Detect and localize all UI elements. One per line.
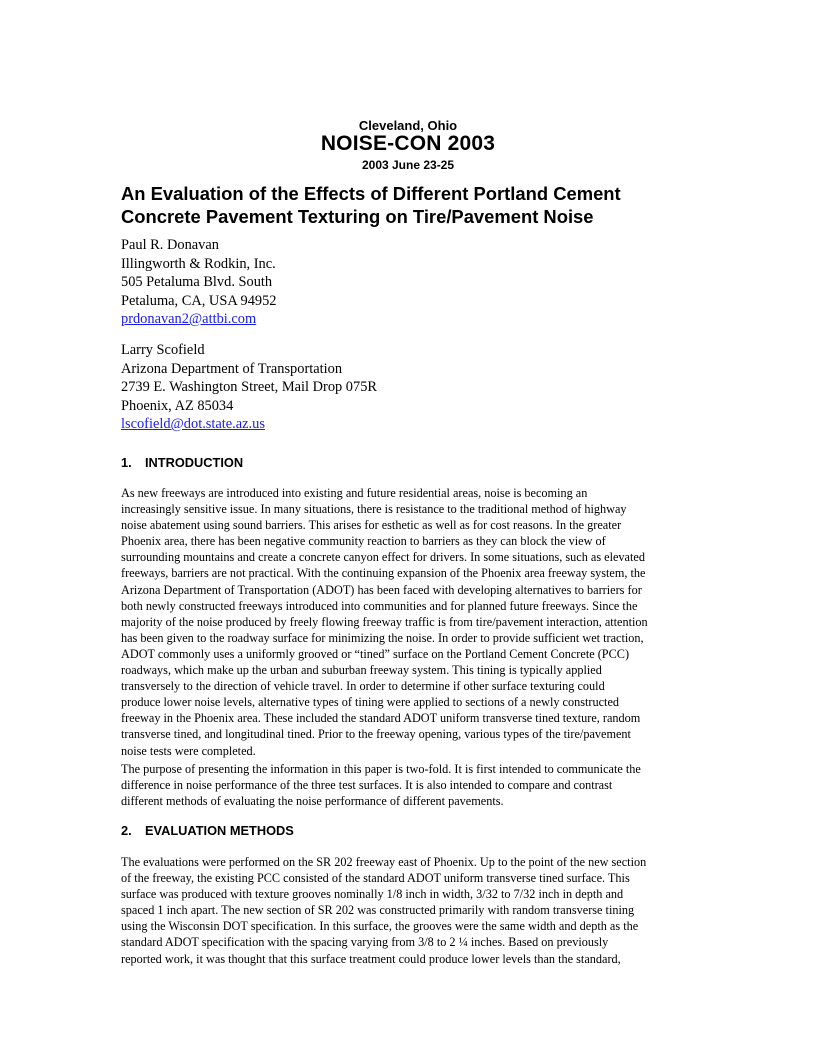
paragraph-line: majority of the noise produced by freely flowing freeway traffic is from tire/pavement interaction, attention	[121, 614, 648, 629]
paragraph-line: As new freeways are introduced into existing and future residential areas, noise is becoming an	[121, 486, 588, 500]
author-address-line: 2739 E. Washington Street, Mail Drop 075R	[121, 379, 377, 395]
section-heading-evaluation-methods	[121, 823, 294, 838]
paragraph-line: spaced 1 inch apart. The new section of SR 202 was constructed primarily with random transverse tining	[121, 903, 635, 918]
author-name: Paul R. Donavan	[121, 237, 219, 253]
paragraph-line: reported work, it was thought that this surface treatment could produce lower levels than the standard,	[121, 951, 621, 966]
author-address-line: Phoenix, AZ 85034	[121, 397, 234, 414]
paragraph-line: surface was produced with texture grooves nominally 1/8 inch in width, 3/32 to 7/32 inch in depth and	[121, 887, 624, 902]
paragraph-line: using the Wisconsin DOT specification. In this surface, the grooves were the same width and depth as the	[121, 919, 639, 934]
paragraph-line: standard ADOT specification with the spacing varying from 3/8 to 2 ¼ inches. Based on previously	[121, 935, 609, 950]
section-heading-introduction	[121, 455, 243, 470]
paragraph-line: roadways, which make up the urban and suburban freeway system. This tining is typically applied	[121, 663, 602, 678]
paragraph-line: transversely to the direction of vehicle travel. In order to determine if other surface texturing could	[121, 679, 605, 694]
paragraph-line: difference in noise performance of the three test surfaces. It is also intended to compare and contrast	[121, 778, 613, 793]
paragraph-line: different methods of evaluating the noise performance of different pavements.	[121, 794, 504, 809]
paragraph	[121, 485, 696, 759]
paragraph-line: ADOT commonly uses a uniformly grooved or “tined” surface on the Portland Cement Concrete (PCC)	[121, 646, 630, 661]
author-address-line: Petaluma, CA, USA 94952	[121, 292, 277, 309]
paper-title-line: An Evaluation of the Effects of Different Portland Cement	[121, 183, 621, 204]
author-name: Larry Scofield	[121, 342, 205, 358]
section-title: EVALUATION METHODS	[145, 823, 294, 838]
paragraph-line: The purpose of presenting the information in this paper is two-fold. It is first intended to communicate the	[121, 762, 641, 776]
conference-date: 2003 June 23-25	[361, 158, 455, 172]
paragraph-line: noise tests were completed.	[121, 743, 256, 758]
author-email-link[interactable]: lscofield@dot.state.az.us	[121, 416, 265, 432]
paragraph-line: Arizona Department of Transportation (ADOT) has been faced with developing alternatives to barriers for	[121, 582, 642, 597]
paragraph-line: produce lower noise levels, alternative types of tining were applied to sections of a newly constructed	[121, 695, 620, 710]
section-number: 2.	[121, 823, 132, 838]
paragraph-line: of the freeway, the existing PCC consisted of the standard ADOT uniform transverse tined surface. This	[121, 871, 630, 886]
paragraph-line: transverse tined, and longitudinal tined. Prior to the freeway opening, various types of the tire/pavement	[121, 727, 631, 742]
conference-name: NOISE-CON 2003	[320, 132, 496, 155]
author-organization: Illingworth & Rodkin, Inc.	[121, 255, 276, 272]
conference-location: Cleveland, Ohio	[358, 118, 458, 133]
author-block	[121, 341, 681, 434]
author-address-line: 505 Petaluma Blvd. South	[121, 274, 273, 290]
section-title: INTRODUCTION	[145, 455, 244, 470]
paragraph-line: increasingly sensitive issue. In many situations, there is resistance to the traditional method of highway	[121, 502, 627, 517]
paragraph-line: has been given to the roadway surface for minimizing the noise. In order to provide sufficient wet traction,	[121, 630, 644, 645]
section-number: 1.	[121, 455, 132, 470]
paragraph-line: noise abatement using sound barriers. This arises for esthetic as well as for cost reasons. In the greater	[121, 518, 622, 533]
paper-title-line: Concrete Pavement Texturing on Tire/Pavement Noise	[121, 206, 594, 227]
author-block	[121, 236, 681, 329]
paragraph	[121, 761, 696, 809]
author-email-link[interactable]: prdonavan2@attbi.com	[121, 311, 257, 327]
author-organization: Arizona Department of Transportation	[121, 360, 343, 377]
paragraph-line: surrounding mountains and create a concrete canyon effect for drivers. In some situations, such as elevated	[121, 550, 645, 565]
paragraph-line: freeway in the Phoenix area. These included the standard ADOT uniform transverse tined texture, random	[121, 711, 641, 726]
paragraph-line: Phoenix area, there has been negative community reaction to barriers as they can block the view of	[121, 534, 606, 549]
paragraph-line: The evaluations were performed on the SR 202 freeway east of Phoenix. Up to the point of the new section	[121, 855, 647, 869]
paper-title	[121, 182, 701, 228]
paragraph	[121, 854, 696, 967]
paragraph-line: both newly constructed freeways introduced into communities and for planned future freeways. Since the	[121, 598, 638, 613]
paragraph-line: freeways, barriers are not practical. With the continuing expansion of the Phoenix area freeway system, the	[121, 566, 646, 581]
